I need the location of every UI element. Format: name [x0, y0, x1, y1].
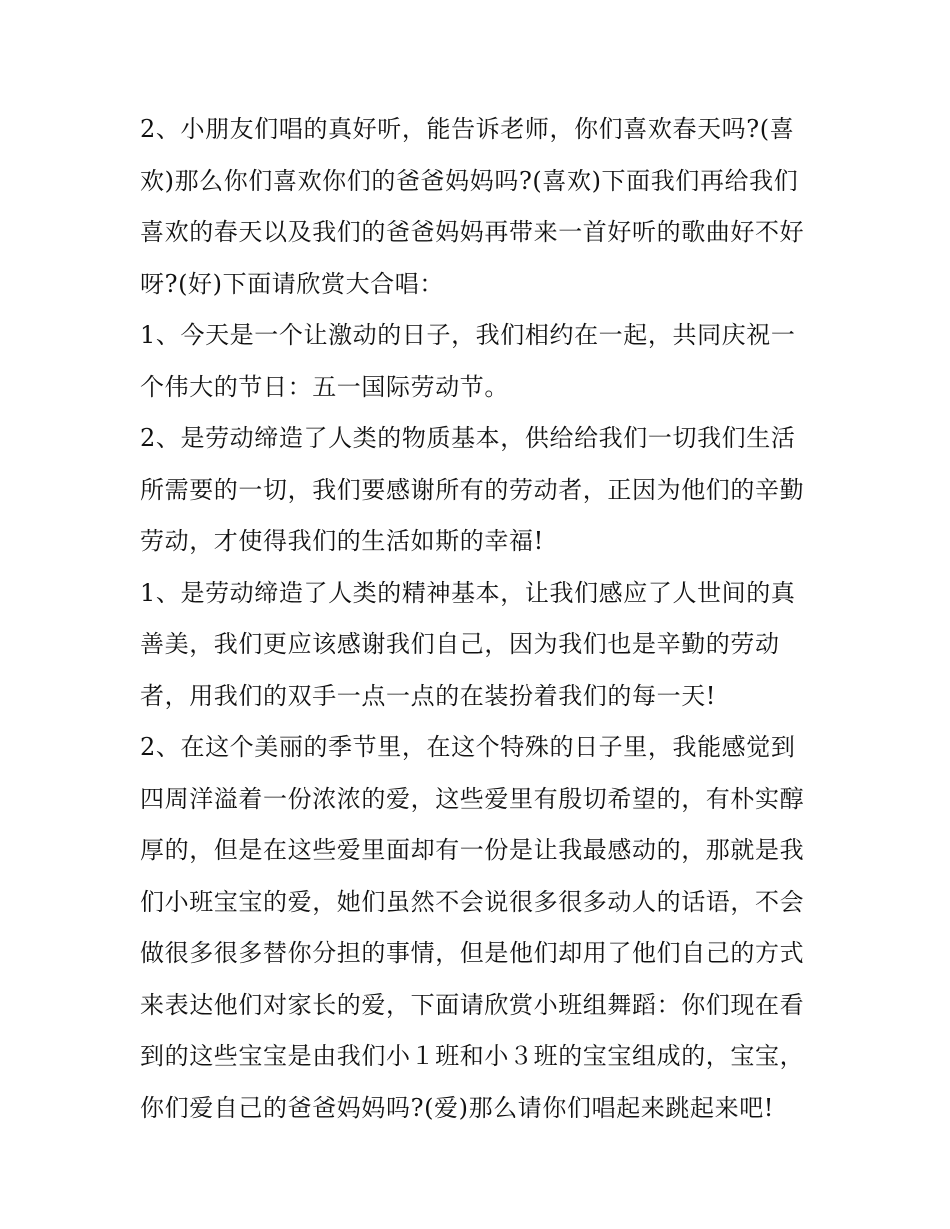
text-line: 呀?(好)下面请欣赏大合唱： [140, 269, 444, 298]
text-line: 个伟大的节日：五一国际劳动节。 [140, 372, 509, 401]
text-line: 们小班宝宝的爱，她们虽然不会说很多很多动人的话语，不会 [140, 887, 805, 916]
text-line: 厚的，但是在这些爱里面却有一份是让我最感动的，那就是我 [140, 836, 805, 864]
text-line: 2、是劳动缔造了人类的物质基本，供给给我们一切我们生活 [140, 424, 796, 452]
text-line: 2、小朋友们唱的真好听，能告诉老师，你们喜欢春天吗?(喜 [140, 115, 795, 143]
text-line: 到的这些宝宝是由我们小１班和小３班的宝宝组成的，宝宝， [140, 1042, 805, 1070]
text-line: 来表达他们对家长的爱，下面请欣赏小班组舞蹈：你们现在看 [140, 990, 805, 1019]
text-line: 所需要的一切，我们要感谢所有的劳动者，正因为他们的辛勤 [140, 475, 805, 504]
text-line: 1、是劳动缔造了人类的精神基本，让我们感应了人世间的真 [140, 578, 796, 607]
document-page [140, 104, 820, 1134]
text-line: 2、在这个美丽的季节里，在这个特殊的日子里，我能感觉到 [140, 733, 796, 761]
text-line: 四周洋溢着一份浓浓的爱，这些爱里有殷切希望的，有朴实醇 [140, 784, 805, 813]
text-line: 善美，我们更应该感谢我们自己，因为我们也是辛勤的劳动 [140, 630, 780, 658]
text-line: 做很多很多替你分担的事情，但是他们却用了他们自己的方式 [140, 939, 805, 967]
text-line: 者，用我们的双手一点一点的在装扮着我们的每一天! [140, 681, 717, 710]
text-line: 喜欢的春天以及我们的爸爸妈妈再带来一首好听的歌曲好不好 [140, 218, 805, 246]
text-line: 欢)那么你们喜欢你们的爸爸妈妈吗?(喜欢)下面我们再给我们 [140, 166, 799, 195]
text-line: 1、今天是一个让激动的日子，我们相约在一起，共同庆祝一 [140, 321, 796, 349]
text-line: 劳动，才使得我们的生活如斯的幸福! [140, 527, 544, 555]
text-line: 你们爱自己的爸爸妈妈吗?(爱)那么请你们唱起来跳起来吧! [140, 1093, 775, 1122]
